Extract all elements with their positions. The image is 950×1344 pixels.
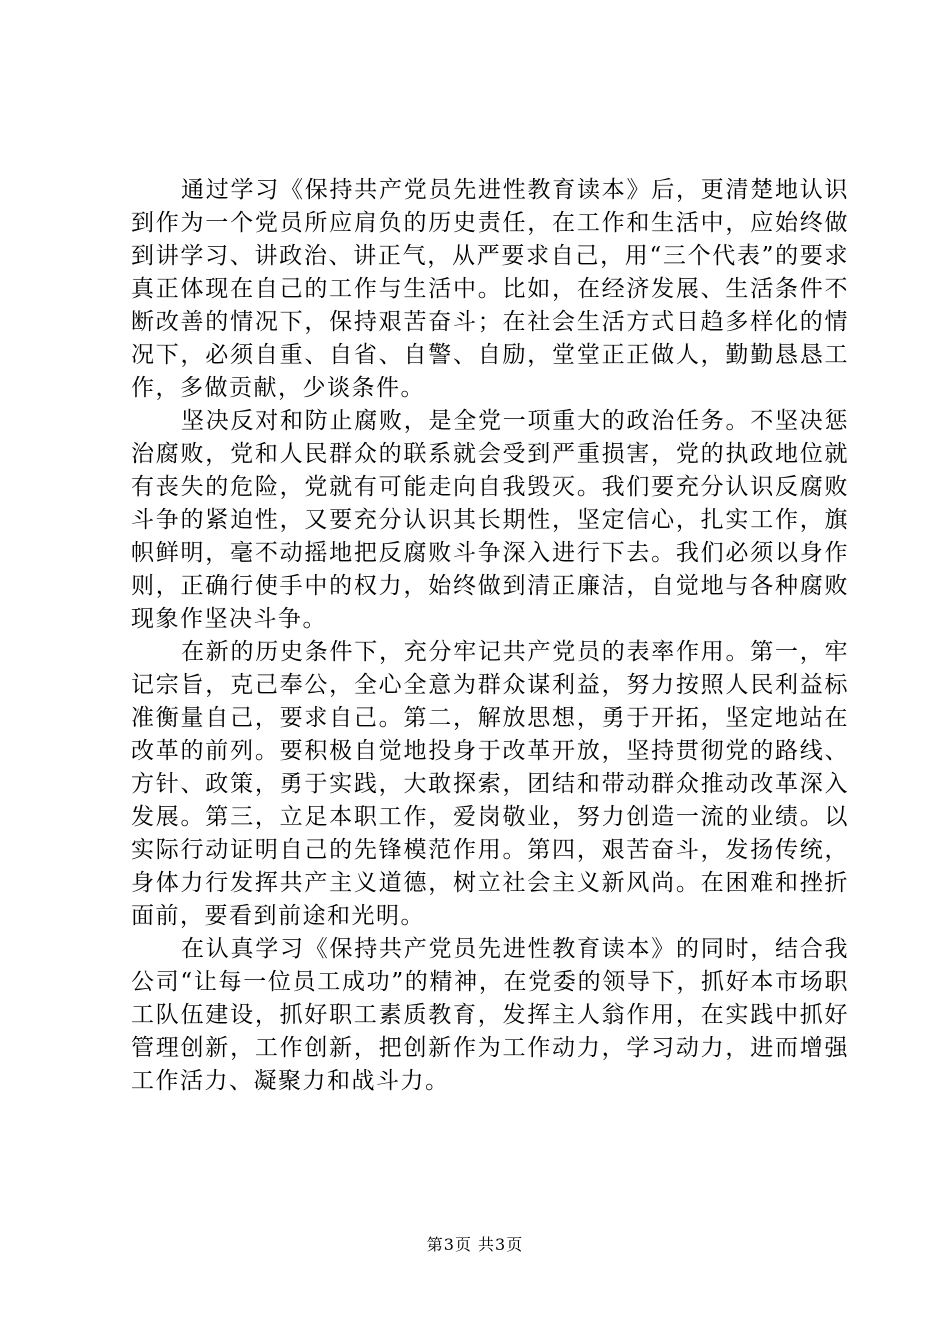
paragraph-4: 在认真学习《保持共产党员先进性教育读本》的同时，结合我公司“让每一位员工成功”的精神，在党委的领导下，抓好本市场职工队伍建设，抓好职工素质教育，发挥主人翁作用，在实践中抓好管理创新，工作创新，把创新作为工作动力，学习动力，进而增强工作活力、凝聚力和战斗力。 [131, 936, 849, 1094]
page-number-footer: 第3页 共3页 [426, 1235, 524, 1254]
paragraph-1: 通过学习《保持共产党员先进性教育读本》后，更清楚地认识到作为一个党员所应肩负的历史责任，在工作和生活中，应始终做到讲学习、讲政治、讲正气，从严要求自己，用“三个代表”的要求真正体现在自己的工作与生活中。比如，在经济发展、生活条件不断改善的情况下，保持艰苦奋斗；在社会生活方式日趋多样化的情况下，必须自重、自省、自警、自励，堂堂正正做人，勤勤恳恳工作，多做贡献，少谈条件。 [131, 177, 849, 401]
paragraph-3: 在新的历史条件下，充分牢记共产党员的表率作用。第一，牢记宗旨，克己奉公，全心全意为群众谋利益，努力按照人民利益标准衡量自己，要求自己。第二，解放思想，勇于开拓，坚定地站在改革的前列。要积极自觉地投身于改革开放，坚持贯彻党的路线、方针、政策，勇于实践，大敢探索，团结和带动群众推动改革深入发展。第三，立足本职工作，爱岗敬业，努力创造一流的业绩。以实际行动证明自己的先锋模范作用。第四，艰苦奋斗，发扬传统，身体力行发挥共产主义道德，树立社会主义新风尚。在困难和挫折面前，要看到前途和光明。 [131, 639, 849, 929]
paragraph-2: 坚决反对和防止腐败，是全党一项重大的政治任务。不坚决惩治腐败，党和人民群众的联系就会受到严重损害，党的执政地位就有丧失的危险，党就有可能走向自我毁灭。我们要充分认识反腐败斗争的紧迫性，又要充分认识其长期性，坚定信心，扎实工作，旗帜鲜明，毫不动摇地把反腐败斗争深入进行下去。我们必须以身作则，正确行使手中的权力，始终做到清正廉洁，自觉地与各种腐败现象作坚决斗争。 [131, 408, 849, 632]
document-body [131, 174, 849, 1098]
